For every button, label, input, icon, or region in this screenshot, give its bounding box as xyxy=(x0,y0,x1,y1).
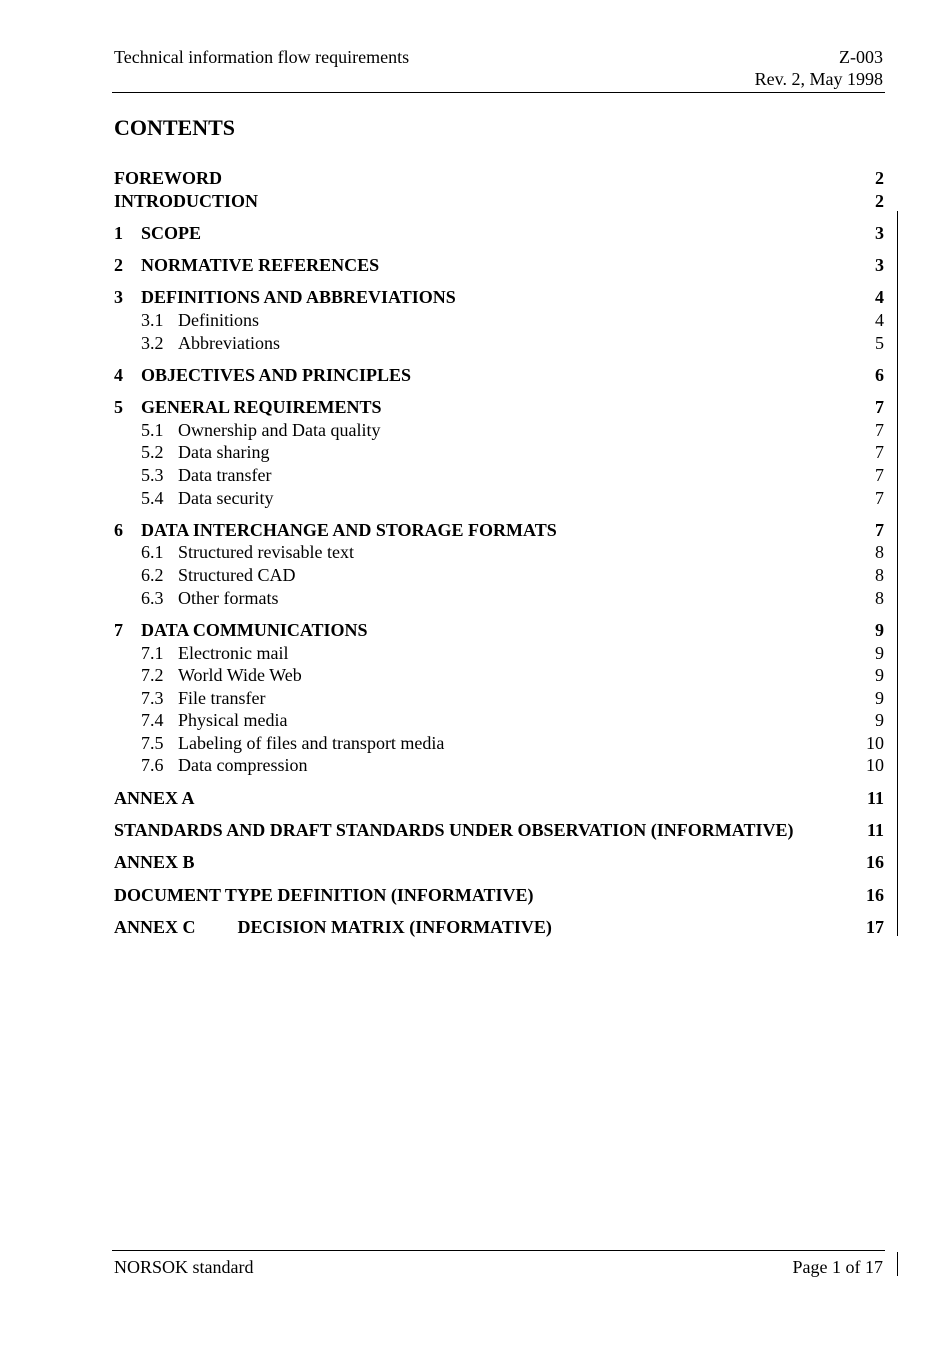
toc-entry-title-group xyxy=(114,916,854,939)
toc-entry-annex-a[interactable] xyxy=(114,787,884,810)
toc-entry-page: 9 xyxy=(875,710,884,731)
toc-entry-number: 1 xyxy=(114,222,123,243)
toc-entry-title: DATA COMMUNICATIONS xyxy=(141,619,368,640)
toc-subentry-structured-cad[interactable] xyxy=(114,564,884,587)
toc-entry-page: 11 xyxy=(866,820,884,841)
toc-entry-data-interchange[interactable] xyxy=(114,519,884,542)
toc-entry-title: Electronic mail xyxy=(178,642,289,663)
toc-entry-number: 7 xyxy=(114,619,123,640)
toc-entry-annex-b[interactable] xyxy=(114,851,884,874)
toc-entry-page: 6 xyxy=(875,364,884,385)
toc-entry-title: DOCUMENT TYPE DEFINITION (INFORMATIVE) xyxy=(114,884,534,905)
toc-entry-page: 9 xyxy=(875,619,884,640)
toc-annex-label: ANNEX C xyxy=(114,916,196,937)
toc-subentry-data-transfer[interactable] xyxy=(114,464,884,487)
toc-entry-title: Definitions xyxy=(178,310,259,331)
toc-entry-page: 8 xyxy=(875,542,884,563)
toc-entry-title: SCOPE xyxy=(141,222,202,243)
toc-entry-number: 5.1 xyxy=(141,419,164,440)
footer-rule xyxy=(112,1250,885,1251)
toc-entry-page: 2 xyxy=(875,190,884,211)
toc-entry-page: 17 xyxy=(866,916,884,937)
toc-subentry-other-formats[interactable] xyxy=(114,587,884,610)
toc-entry-number: 7.3 xyxy=(141,687,164,708)
toc-subentry-world-wide-web[interactable] xyxy=(114,664,884,687)
toc-entry-number: 5 xyxy=(114,397,123,418)
table-of-contents xyxy=(114,167,884,938)
toc-entry-title: Data compression xyxy=(178,755,308,776)
toc-entry-page: 7 xyxy=(875,419,884,440)
toc-subentry-abbreviations[interactable] xyxy=(114,332,884,355)
toc-subentry-data-compression[interactable] xyxy=(114,754,884,777)
toc-entry-number: 7.2 xyxy=(141,665,164,686)
revision-change-bar xyxy=(897,211,898,936)
toc-entry-title: File transfer xyxy=(178,687,266,708)
toc-entry-page: 10 xyxy=(866,755,884,776)
toc-entry-page: 7 xyxy=(875,464,884,485)
toc-entry-number: 6.2 xyxy=(141,565,164,586)
toc-subentry-physical-media[interactable] xyxy=(114,709,884,732)
toc-entry-page: 7 xyxy=(875,519,884,540)
footer-page-label: Page 1 of 17 xyxy=(792,1257,883,1277)
toc-entry-page: 4 xyxy=(875,287,884,308)
toc-entry-standards-observation[interactable] xyxy=(114,819,884,842)
toc-entry-number: 3.1 xyxy=(141,310,164,331)
toc-entry-page: 7 xyxy=(875,487,884,508)
toc-entry-page: 8 xyxy=(875,565,884,586)
toc-entry-number: 4 xyxy=(114,364,123,385)
toc-entry-page: 11 xyxy=(866,787,884,808)
toc-subentry-labeling-files[interactable] xyxy=(114,732,884,755)
toc-entry-number: 5.3 xyxy=(141,464,164,485)
toc-entry-number: 7.1 xyxy=(141,642,164,663)
toc-subentry-electronic-mail[interactable] xyxy=(114,642,884,665)
toc-entry-general-requirements[interactable] xyxy=(114,396,884,419)
footer-change-bar xyxy=(897,1252,898,1276)
header-document-info xyxy=(755,46,883,90)
toc-entry-title: Physical media xyxy=(178,710,288,731)
toc-subentry-ownership-data-quality[interactable] xyxy=(114,419,884,442)
toc-entry-data-communications[interactable] xyxy=(114,619,884,642)
toc-entry-number: 2 xyxy=(114,255,123,276)
toc-entry-page: 9 xyxy=(875,687,884,708)
toc-entry-number: 7.4 xyxy=(141,710,164,731)
toc-entry-definitions-abbreviations[interactable] xyxy=(114,286,884,309)
toc-entry-number: 3.2 xyxy=(141,332,164,353)
toc-entry-title: Structured revisable text xyxy=(178,542,354,563)
toc-entry-title: Data security xyxy=(178,487,274,508)
toc-entry-page: 10 xyxy=(866,732,884,753)
toc-entry-number: 6.1 xyxy=(141,542,164,563)
toc-entry-page: 3 xyxy=(875,255,884,276)
header-document-number: Z-003 xyxy=(839,47,883,67)
toc-entry-introduction[interactable] xyxy=(114,190,884,213)
toc-entry-title: Ownership and Data quality xyxy=(178,419,381,440)
toc-entry-document-type-definition[interactable] xyxy=(114,884,884,907)
toc-entry-title: FOREWORD xyxy=(114,168,222,188)
toc-entry-number: 5.4 xyxy=(141,487,164,508)
toc-subentry-data-security[interactable] xyxy=(114,487,884,510)
toc-entry-title: INTRODUCTION xyxy=(114,190,259,211)
toc-entry-page: 16 xyxy=(866,884,884,905)
toc-entry-normative-references[interactable] xyxy=(114,254,884,277)
toc-subentry-structured-revisable-text[interactable] xyxy=(114,541,884,564)
footer-standard-name: NORSOK standard xyxy=(114,1257,254,1277)
toc-entry-title: STANDARDS AND DRAFT STANDARDS UNDER OBSERVATION (INFORMATIVE) xyxy=(114,820,794,841)
toc-entry-page: 2 xyxy=(875,168,884,188)
toc-entry-number: 6 xyxy=(114,519,123,540)
toc-entry-page: 7 xyxy=(875,442,884,463)
toc-entry-title: GENERAL REQUIREMENTS xyxy=(141,397,382,418)
toc-entry-page: 5 xyxy=(875,332,884,353)
toc-entry-objectives-principles[interactable] xyxy=(114,364,884,387)
toc-entry-title: World Wide Web xyxy=(178,665,302,686)
toc-entry-number: 7.6 xyxy=(141,755,164,776)
toc-entry-title: ANNEX A xyxy=(114,787,195,808)
toc-entry-title: DATA INTERCHANGE AND STORAGE FORMATS xyxy=(141,519,557,540)
header-revision: Rev. 2, May 1998 xyxy=(754,69,883,89)
toc-entry-annex-c[interactable] xyxy=(114,916,884,939)
toc-entry-title: Data sharing xyxy=(178,442,270,463)
toc-subentry-definitions[interactable] xyxy=(114,309,884,332)
toc-entry-title: OBJECTIVES AND PRINCIPLES xyxy=(141,364,412,385)
toc-entry-number: 7.5 xyxy=(141,732,164,753)
toc-entry-page: 7 xyxy=(875,397,884,418)
toc-entry-page: 16 xyxy=(866,852,884,873)
toc-entry-page: 9 xyxy=(875,665,884,686)
toc-entry-number: 5.2 xyxy=(141,442,164,463)
toc-entry-page: 3 xyxy=(875,222,884,243)
toc-subentry-data-sharing[interactable] xyxy=(114,441,884,464)
header-document-title: Technical information flow requirements xyxy=(114,47,410,67)
toc-entry-title: Other formats xyxy=(178,587,279,608)
toc-entry-title: Data transfer xyxy=(178,464,272,485)
toc-subentry-file-transfer[interactable] xyxy=(114,687,884,710)
toc-annex-title: DECISION MATRIX (INFORMATIVE) xyxy=(237,916,552,937)
toc-entry-title: NORMATIVE REFERENCES xyxy=(141,255,380,276)
toc-entry-title: Abbreviations xyxy=(178,332,280,353)
toc-entry-title: Structured CAD xyxy=(178,565,296,586)
toc-entry-foreword[interactable] xyxy=(114,167,884,190)
toc-entry-scope[interactable] xyxy=(114,222,884,245)
header-rule xyxy=(112,92,885,93)
toc-entry-title: Labeling of files and transport media xyxy=(178,732,445,753)
toc-entry-title: DEFINITIONS AND ABBREVIATIONS xyxy=(141,287,456,308)
toc-entry-number: 6.3 xyxy=(141,587,164,608)
toc-entry-page: 4 xyxy=(875,310,884,331)
toc-entry-page: 8 xyxy=(875,587,884,608)
contents-heading: CONTENTS xyxy=(114,115,236,140)
toc-entry-number: 3 xyxy=(114,287,123,308)
toc-entry-title: ANNEX B xyxy=(114,852,195,873)
toc-entry-page: 9 xyxy=(875,642,884,663)
